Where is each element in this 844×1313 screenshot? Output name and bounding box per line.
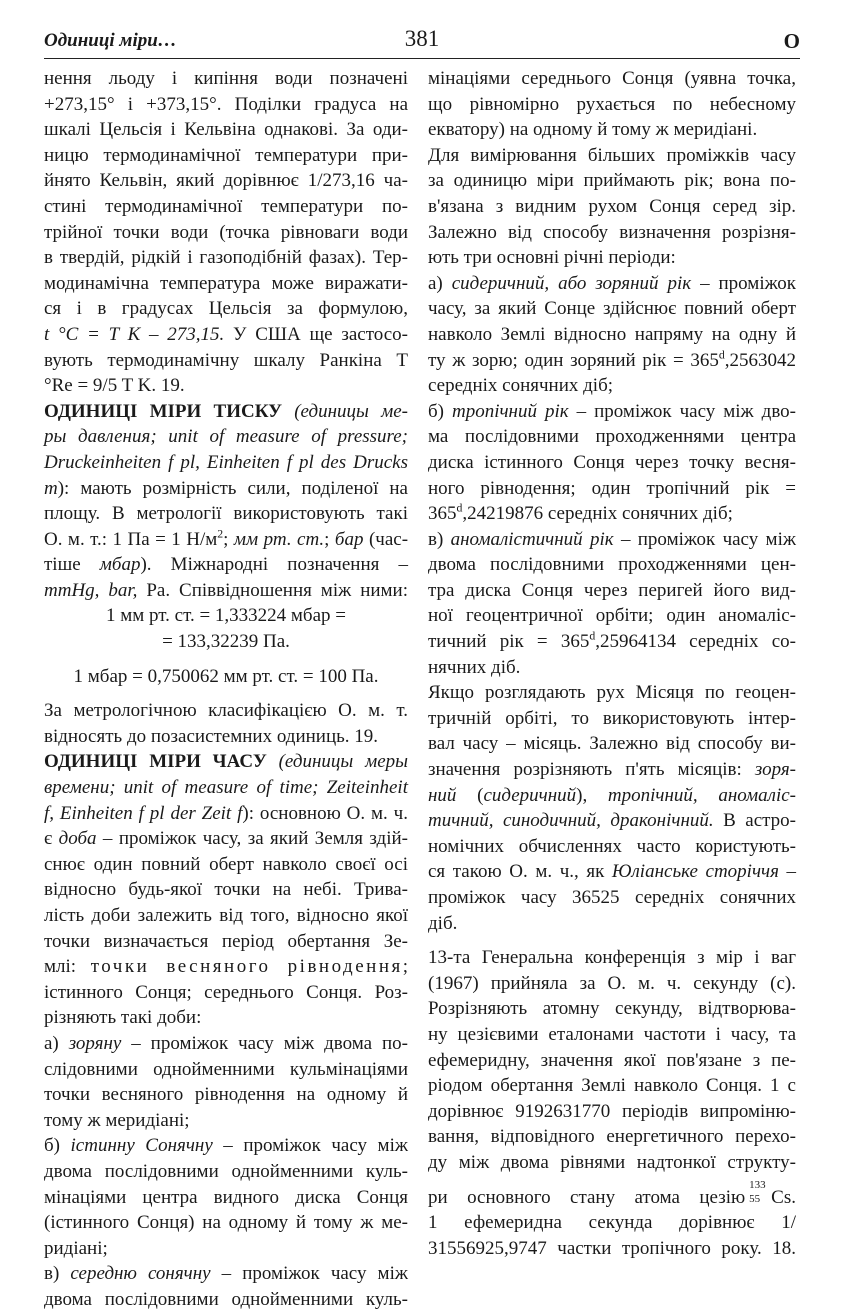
text-line: навколо Землі відносно напряму на одну й	[428, 323, 796, 345]
page-number: 381	[404, 26, 440, 51]
text-line: тіше мбар). Міжнародні позначення –	[44, 554, 408, 576]
text-line: б) істинну Сонячну – проміжок часу між	[44, 1135, 408, 1157]
text-line: 31556925,9747 частки тропічного року. 18.	[428, 1237, 796, 1259]
text-line: ду між двома рівнями надтонкої структу-	[428, 1151, 796, 1173]
text-line: снює один повний оберт навколо своєї осі	[44, 853, 408, 875]
text-line: а) сидеричний, або зоряний рік – проміжок	[428, 272, 796, 294]
equation-line: 1 мм рт. ст. = 1,333224 мбар =	[105, 605, 347, 627]
running-head: Одиниці міри…	[44, 30, 177, 51]
text-line: ють три основні річні періоди:	[428, 247, 676, 269]
text-line: що рівномірно рухається по небесному	[428, 93, 796, 115]
text-line: номічних обчисленнях часто користують-	[428, 835, 796, 857]
text-line: в) аномалістичний рік – проміжок часу між	[428, 528, 796, 550]
equation-line: = 133,32239 Па.	[162, 631, 290, 653]
text-line: шкалі Цельсія і Кельвіна однакові. За оди-	[44, 119, 408, 141]
text-line: мінаціями центра видного диска Сонця	[44, 1186, 408, 1208]
text-line: ридіані;	[44, 1237, 108, 1259]
text-line: ну цезієвими еталонами частоти і часу, та	[428, 1023, 796, 1045]
text-line: Для вимірювання більших проміжків часу	[428, 144, 796, 166]
text-line: лість доби залежить від того, відносно якої	[44, 905, 408, 926]
text-line: нення льоду і кипіння води позначені	[44, 68, 408, 89]
translation-line: времени; unit of measure of time; Zeiteinheit	[44, 777, 408, 799]
text-line: в) середню сонячну – проміжок часу між	[44, 1263, 408, 1285]
text-line: істинного Сонця; середнього Сонця. Роз-	[44, 981, 408, 1003]
text-line: стині термодинамічної температури по-	[44, 195, 408, 217]
text-line: mmHg, bar, Pa. Співвідношення між ними:	[44, 579, 408, 601]
right-column	[428, 66, 796, 1261]
text-line: m): мають розмірність сили, поділеної на	[44, 477, 408, 499]
text-line: а) зоряну – проміжок часу між двома по-	[44, 1032, 408, 1054]
text-line: модинамічна температура може виражати-	[44, 272, 408, 294]
text-line: ся такою О. м. ч., як Юліанське сторіччя –	[428, 861, 797, 883]
text-line: ся і в градусах Цельсія за формулою,	[44, 298, 408, 320]
term-pressure: ОДИНИЦІ МІРИ ТИСКУ	[44, 400, 283, 422]
text-line: екватору) на одному й тому ж меридіані.	[428, 119, 758, 141]
term-time: ОДИНИЦІ МІРИ ЧАСУ	[44, 751, 267, 773]
text-line: 13-та Генеральна конференція з мір і ваг	[428, 947, 796, 969]
text-line: двома послідовними однойменними куль-	[44, 1288, 408, 1310]
text-line: відносно будь-якої точки на небі. Трива-	[44, 879, 408, 901]
text-line: проміжок часу 36525 середніх сонячних	[428, 887, 796, 908]
text-line: 1 ефемеридна секунда дорівнює 1/	[428, 1212, 796, 1234]
text-line: тичний рік = $365^d,25964134$ середніх со-	[428, 629, 796, 653]
text-line: 365$^d$,24219876 середніх сонячних діб;	[428, 501, 733, 525]
text-line: тричній орбіті, то використовують інтер-	[428, 707, 796, 729]
text-line: площу. В метрології використовують такі	[44, 503, 408, 525]
text-line: диска істинного Сонця через точку весня-	[428, 451, 796, 473]
entry-heading: ОДИНИЦІ МІРИ ЧАСУ (единицы меры	[44, 751, 409, 773]
text-line: тому ж меридіані;	[44, 1109, 190, 1131]
text-line: різняють такі доби:	[44, 1007, 202, 1029]
text-line: діб.	[428, 912, 458, 934]
text-line: трійної точки води (точка рівноваги води	[44, 221, 408, 243]
text-line: часу, за який Сонце здійснює повний оберт	[428, 298, 796, 320]
cesium-isotope: 133 55	[749, 1178, 766, 1205]
text-line: Залежно від способу визначення розрізня-	[428, 221, 796, 243]
text-line: °Re = 9/5 T K. 19.	[44, 375, 185, 397]
text-line: +273,15° і +373,15°. Поділки градуса на	[44, 93, 408, 115]
celsius-formula: t °C = T K – 273,15.	[44, 323, 225, 345]
text-line: за одиницю міри приймають рік; вона по-	[428, 170, 796, 192]
text-line: середніх сонячних діб;	[428, 375, 614, 397]
text-line: t °C = T K – 273,15. У США ще застосо-	[44, 323, 408, 345]
text-line: Якщо розглядають рух Місяця по геоцен-	[428, 682, 796, 704]
text-line: в твердій, рідкій і газоподібній фазах). Тер-	[44, 247, 408, 269]
text-line: ницю термодинамічної температури при-	[44, 144, 408, 166]
text-line: йнято Кельвін, який дорівнює 1/273,16 ча-	[44, 170, 408, 192]
text-line: f, Einheiten f pl der Zeit f): основною О. м. ч.	[44, 802, 408, 824]
text-line: ри основного стану атома цезію 133 55 Cs.	[428, 1178, 796, 1208]
text-line: Розрізняють атомну секунду, відтворюва-	[428, 998, 796, 1020]
entry-heading: ОДИНИЦІ МІРИ ТИСКУ (единицы ме-	[44, 400, 409, 422]
text-line: відносять до позасистемних одиниць. 19.	[44, 725, 379, 747]
header-rule	[44, 58, 800, 59]
text-line: точки весняного рівнодення на одному й	[44, 1084, 408, 1106]
translation-line: ры давления; unit of measure of pressure;	[44, 426, 408, 448]
section-letter: О	[783, 29, 800, 53]
text-line: двома послідовними однойменними куль-	[44, 1160, 408, 1182]
text-line: б) тропічний рік – проміжок часу між дво-	[428, 400, 797, 422]
left-column	[44, 66, 408, 1313]
translation-line: Druckeinheiten f pl, Einheiten f pl des Drucks	[44, 451, 408, 473]
text-line: (істинного Сонця) на одному й тому ж ме-	[44, 1212, 408, 1234]
equation-line: 1 мбар = 0,750062 мм рт. ст. = 100 Па.	[73, 665, 379, 687]
text-line: О. м. т.: 1 Па = 1 $Н/м^2$; мм рт. ст.; бар (час-	[44, 527, 409, 550]
text-line: За метрологічною класифікацією О. м. т.	[44, 700, 408, 722]
text-line: в'язана з видним рухом Сонця серед зір.	[428, 195, 796, 217]
text-line: ріодом обертання Землі навколо Сонця. 1 с	[428, 1075, 796, 1097]
text-line: слідовними однойменними кульмінаціями	[44, 1058, 408, 1080]
text-line: ної геоцентричної орбіти; один аномаліс-	[428, 605, 796, 627]
text-line: вують термодинамічну шкалу Ранкіна T	[44, 349, 408, 371]
text-line: дорівнює 9192631770 періодів випроміню-	[428, 1100, 796, 1122]
text-line: нячних діб.	[428, 656, 521, 678]
text-line: ний (сидеричний), тропічний, аномаліс-	[428, 784, 796, 806]
text-line: (1967) прийняла за О. м. ч. секунду (с).	[428, 972, 796, 994]
text-line: двома послідовними проходженнями цен-	[428, 554, 796, 576]
text-line: мінаціями середнього Сонця (уявна точка,	[428, 68, 796, 89]
text-line: є доба – проміжок часу, за який Земля здій-	[44, 828, 408, 850]
text-line: ефемеридну, значення якої пов'язане з пе-	[428, 1049, 796, 1071]
text-line: значення розрізняють п'ять місяців: зоря-	[428, 759, 796, 781]
text-line: точки визначається період обертання Зе-	[44, 930, 408, 952]
text-line: ма послідовними проходженнями центра	[428, 426, 796, 448]
text-line: ного рівнодення; один тропічний рік =	[428, 477, 796, 499]
text-line: ту ж зорю; один зоряний рік = $365^d,2563042$	[428, 348, 796, 371]
page-header	[44, 24, 800, 58]
text-line: вал часу – місяць. Залежно від способу ви-	[428, 733, 796, 755]
text-line: вання, відповідного енергетичного перехо-	[428, 1126, 796, 1148]
text-line: тра диска Сонця через перигей його вид-	[428, 579, 796, 601]
text-line: тичний, синодичний, драконічний. В астро-	[428, 810, 797, 832]
text-line: млі: точки весняного рівнодення;	[44, 956, 409, 978]
